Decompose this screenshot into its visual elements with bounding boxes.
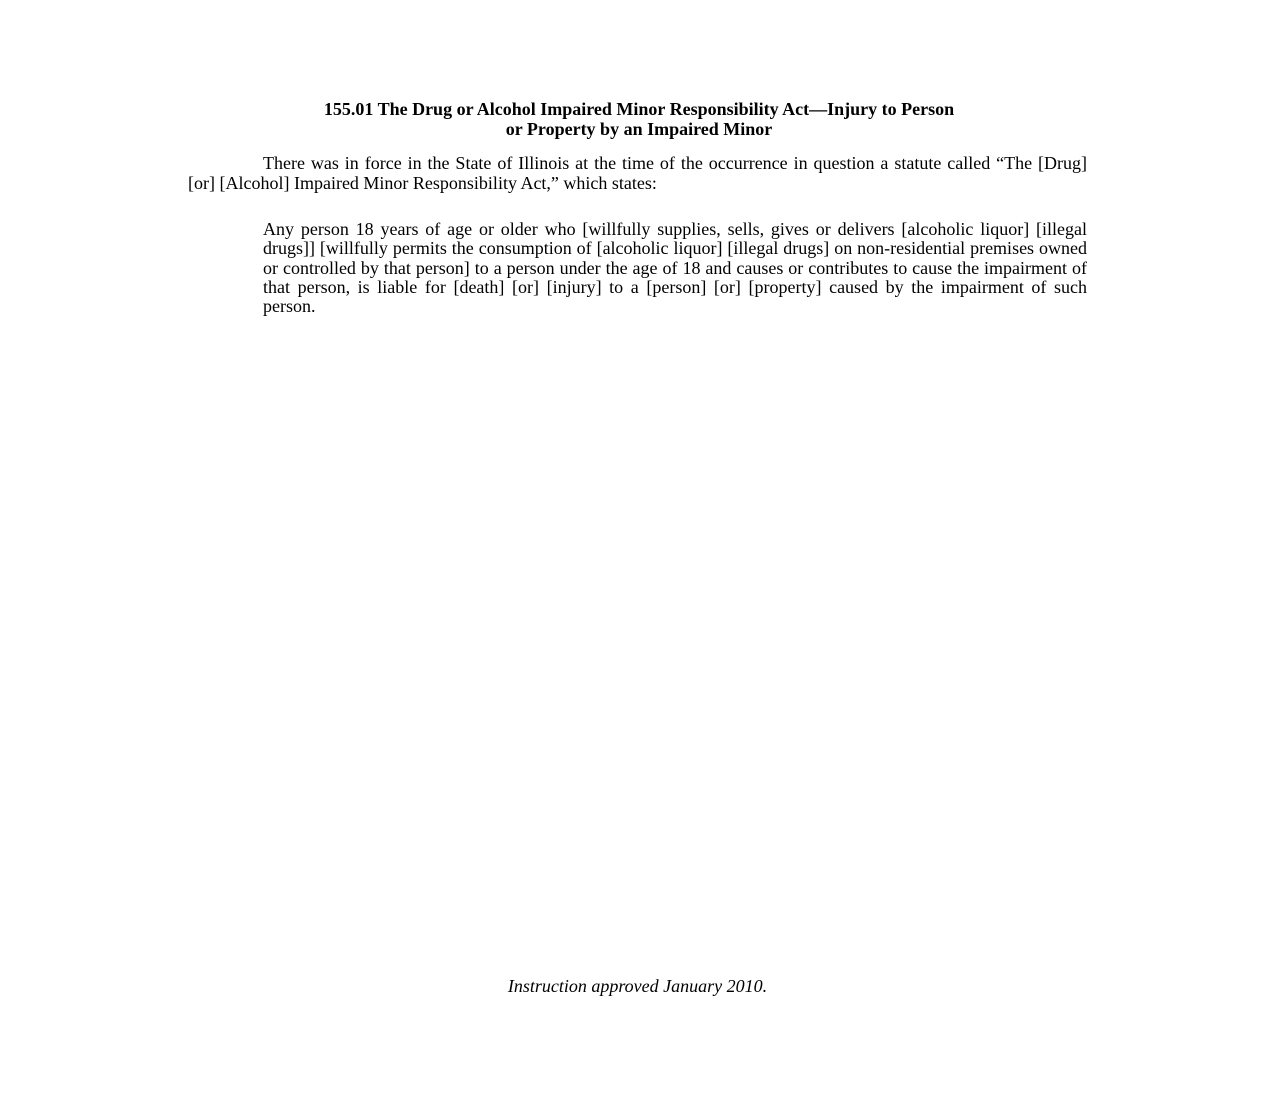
title-line-2: or Property by an Impaired Minor [505, 119, 773, 139]
approval-note: Instruction approved January 2010. [507, 976, 768, 996]
intro-paragraph: There was in force in the State of Illinois at the time of the occurrence in question a statute called “The [Drug] [or] [Alcohol] Impaired Minor Responsibility Act,” which states: [188, 153, 1087, 193]
instruction-title [190, 99, 1088, 139]
quoted-statute: Any person 18 years of age or older who [willfully supplies, sells, gives or delivers [alcoholic liquor] [illegal drugs]] [willfully permits the consumption of [alcoholic liquor] [illegal drugs] on non-residential premises owned or controlled by that person] to a person under the age of 18 and causes or contributes to cause the impairment of that person, is liable for [death] [or] [injury] to a [person] [or] [property] caused by the impairment of such person. [263, 219, 1087, 317]
title-line-1: 155.01 The Drug or Alcohol Impaired Minor Responsibility Act—Injury to Person [323, 99, 955, 119]
